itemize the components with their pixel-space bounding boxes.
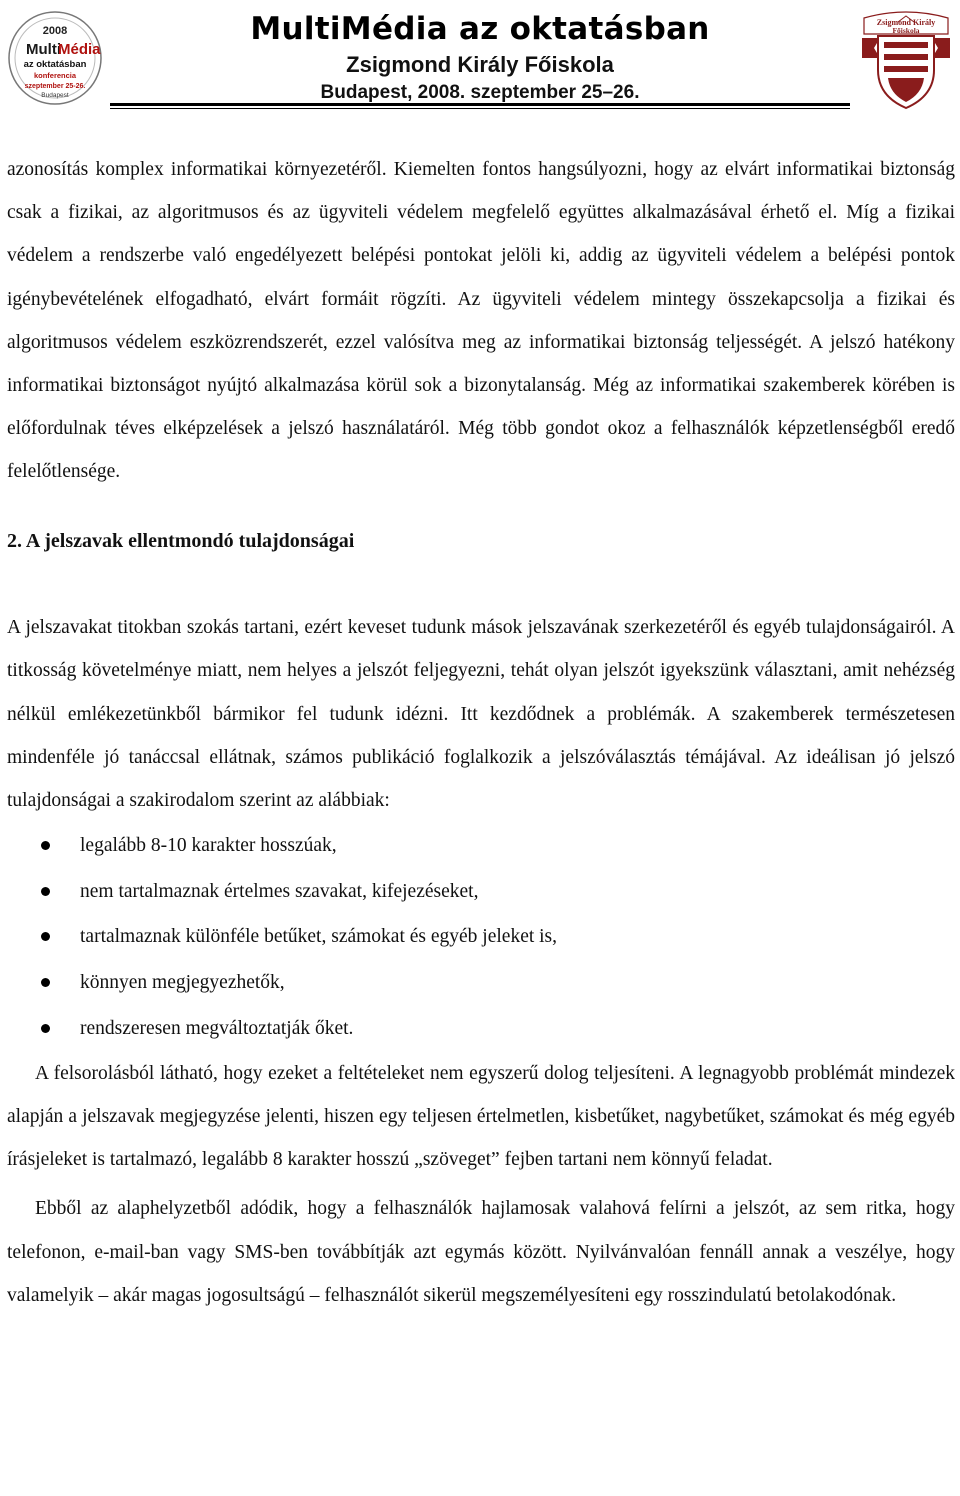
conference-logo (6, 10, 104, 106)
svg-text:Média: Média (58, 41, 101, 58)
paragraph-identification: azonosítás komplex informatikai környezetéről. Kiemelten fontos hangsúlyozni, hogy az elvárt informatikai biztonság csak a fizikai, az algoritmusos és az ügyviteli védelem megfelelő együttes alkalmazásával érhető el. Míg a fizikai védelem a rendszerbe való engedélyezett belépési pontokat jelöli ki, addig az ügyviteli védelem a belépési pontok igénybevételének elfogadható, elvárt formáit rögzíti. Az ügyviteli védelem mintegy összekapcsolja a fizikai és algoritmusos védelem eszközrendszerét, ezzel valósítva meg az informatikai biztonság teljességét. A jelszó hatékony informatikai biztonságot nyújtó alkalmazása körül sok a bizonytalanság. Még az informatikai szakemberek körében is előfordulnak téves elképzelések a jelszó használatáról. Még több gondot okoz a felhasználók képzetlenségből eredő felelőtlensége. (7, 159, 955, 483)
svg-text:Budapest: Budapest (41, 92, 69, 99)
bullet-icon (41, 978, 50, 987)
svg-text:Főiskola: Főiskola (892, 26, 920, 35)
college-crest-logo (856, 4, 956, 112)
section-heading: 2. A jelszavak ellentmondó tulajdonságai (7, 529, 355, 552)
bullet-icon (41, 887, 50, 896)
header-center (120, 8, 840, 106)
list-item (7, 823, 955, 869)
list-item (7, 869, 955, 915)
svg-text:Zsigmond Király: Zsigmond Király (876, 18, 936, 27)
paragraph-enumeration-conclusion: A felsorolásból látható, hogy ezeket a feltételeket nem egyszerű dolog teljesíteni. A legnagyobb problémát mindezek alapján a jelszavak megjegyzése jelenti, hiszen egy teljesen értelmetlen, kisbetűket, nagybetűket, számokat és még egyéb írásjeleket is tartalmazó, legalább 8 karakter hosszú „szöveget” fejben tartani nem könnyű feladat. (7, 1062, 955, 1171)
bullet-icon (41, 932, 50, 941)
svg-text:2008: 2008 (42, 25, 68, 37)
list-item-text: legalább 8-10 karakter hosszúak, (80, 834, 337, 856)
spacer (7, 563, 955, 606)
svg-text:konferencia: konferencia (33, 71, 77, 80)
list-item (7, 914, 955, 960)
bullet-list (7, 823, 955, 1052)
svg-text:Multi: Multi (26, 41, 61, 58)
svg-text:az oktatásban: az oktatásban (23, 59, 87, 70)
bullet-icon (41, 1024, 50, 1033)
list-item-text: könnyen megjegyezhetők, (80, 972, 285, 994)
spacer (7, 494, 955, 520)
document-body (7, 148, 955, 1317)
page-header (0, 0, 960, 115)
bullet-icon (41, 841, 50, 850)
paragraph-baseline-situation: Ebből az alaphelyzetből adódik, hogy a felhasználók hajlamosak valahová felírni a jelszót, az sem ritka, hogy telefonon, e-mail-ban vagy SMS-ben továbbítják azt egymás között. Nyilvánvalóan fennáll annak a veszélye, hogy valamelyik – akár magas jogosultságú – felhasználót sikerül megszemélyesíteni egy rosszindulatú betolakodónak. (7, 1198, 955, 1306)
svg-text:szeptember 25-26.: szeptember 25-26. (24, 83, 86, 90)
conference-title: MultiMédia az oktatásban (250, 11, 710, 47)
header-rule-thin (110, 108, 850, 109)
list-item (7, 960, 955, 1006)
list-item-text: nem tartalmaznak értelmes szavakat, kifejezéseket, (80, 880, 479, 902)
paragraph-password-properties: A jelszavakat titokban szokás tartani, ezért keveset tudunk mások jelszavának szerkezetéről és egyéb tulajdonságairól. A titkosság követelménye miatt, nem helyes a jelszót feljegyezni, tehát olyan jelszót igyekszünk választani, amit nehézség nélkül emlékezetünkből bármikor fel tudunk idézni. Itt kezdődnek a problémák. A szakemberek természetesen mindenféle jó tanáccsal ellátnak, számos publikáció foglalkozik a jelszóválasztás témájával. Az ideálisan jó jelszó tulajdonságai a szakirodalom szerint az alábbiak: (7, 616, 955, 812)
list-item-text: rendszeresen megváltoztatják őket. (80, 1018, 354, 1040)
list-item (7, 1006, 955, 1052)
school-name: Zsigmond Király Főiskola (346, 52, 614, 77)
place-and-date: Budapest, 2008. szeptember 25–26. (320, 82, 640, 103)
list-item-text: tartalmaznak különféle betűket, számokat és egyéb jeleket is, (80, 926, 558, 948)
header-rule (110, 103, 850, 106)
